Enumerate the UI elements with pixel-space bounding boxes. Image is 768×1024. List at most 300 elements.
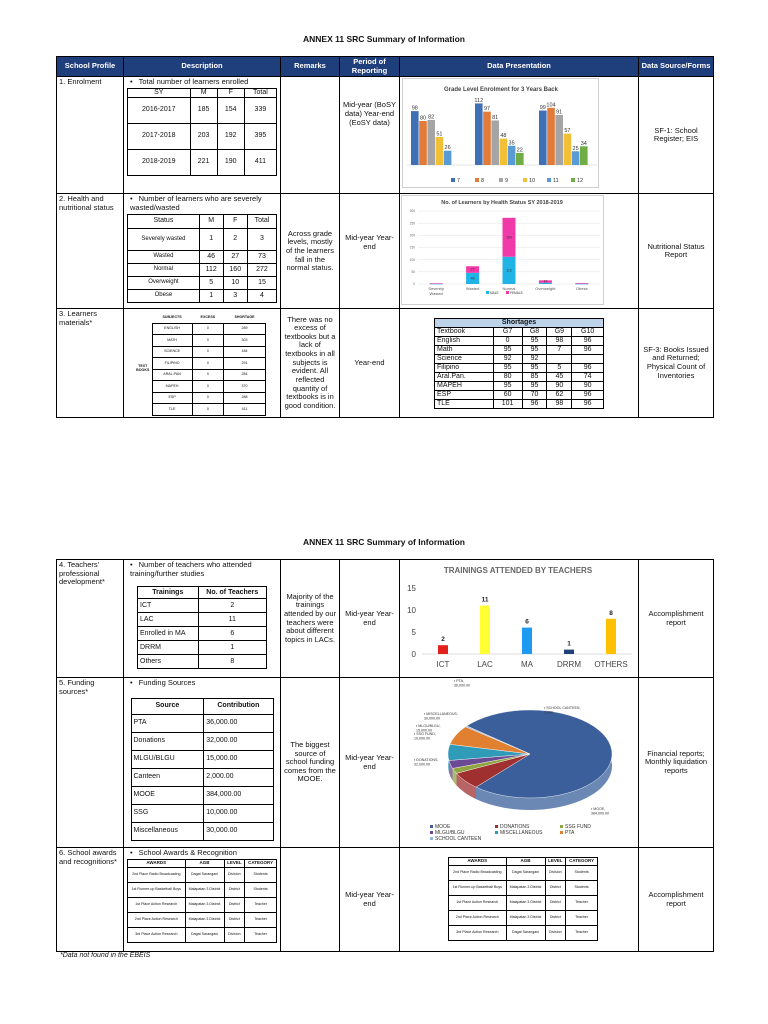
header-source: Data Source/Forms bbox=[639, 57, 714, 77]
table-row bbox=[128, 228, 277, 250]
header-school-profile: School Profile bbox=[57, 57, 124, 77]
cell: Teacher bbox=[245, 912, 277, 927]
table-row bbox=[128, 149, 277, 175]
funding-period: Mid-year Year-end bbox=[340, 678, 400, 848]
table-row bbox=[449, 866, 598, 881]
awards-col: AGB bbox=[506, 858, 545, 866]
enrolment-table bbox=[127, 88, 277, 176]
cell: 73 bbox=[247, 250, 276, 263]
tick-label: 50 bbox=[411, 270, 415, 275]
legend-label: 10 bbox=[529, 178, 536, 185]
table-row bbox=[435, 390, 604, 399]
cell: 101 bbox=[493, 399, 522, 408]
materials-col: SUBJECTS bbox=[162, 314, 182, 319]
pie-label-value: 36,000.00 bbox=[454, 683, 470, 688]
cell: 7 bbox=[547, 345, 572, 354]
bar bbox=[547, 108, 555, 165]
cell: 2018-2019 bbox=[128, 149, 191, 175]
cell: MLGU/BLGU bbox=[131, 750, 204, 768]
pie-label-value: 384,000.00 bbox=[591, 811, 609, 816]
shortages-col: G7 bbox=[493, 327, 522, 336]
table-row bbox=[134, 358, 266, 370]
pie-label: ▪ DONATIONS, bbox=[414, 758, 439, 762]
table-row bbox=[128, 912, 277, 927]
cell: 95 bbox=[522, 363, 547, 372]
legend-swatch bbox=[495, 831, 498, 834]
cell: Enrolled in MA bbox=[138, 627, 199, 641]
health-col: Total bbox=[247, 214, 276, 228]
data-label: 112 bbox=[474, 98, 484, 105]
category-label: OTHERS bbox=[594, 660, 628, 669]
legend-label: DONATIONS bbox=[500, 824, 530, 830]
cell: Science bbox=[435, 354, 494, 363]
shortages-col: G9 bbox=[547, 327, 572, 336]
awards-col: CATEGORY bbox=[245, 859, 277, 867]
funding-chart bbox=[400, 678, 637, 846]
materials-remarks: There was no excess of textbooks but a lack of textbooks in all subjects is evident. All reflected quantity of textbooks is in good condition. bbox=[281, 309, 340, 418]
table-row bbox=[131, 732, 273, 750]
health-period: Mid-year Year-end bbox=[340, 194, 400, 309]
materials-side-label: TEXT BOOKS bbox=[136, 364, 150, 373]
cell: 10,000.00 bbox=[204, 804, 273, 822]
cell: District bbox=[224, 882, 245, 897]
table-row bbox=[134, 335, 266, 347]
cell: 154 bbox=[217, 97, 244, 123]
legend-label: SSG FUND bbox=[565, 824, 591, 830]
pie-label-value: 15,000.00 bbox=[416, 728, 432, 733]
cell: 0 bbox=[192, 404, 223, 416]
data-label: 34 bbox=[580, 141, 587, 148]
table-row bbox=[138, 655, 267, 669]
cell: 45 bbox=[547, 372, 572, 381]
cell: 1 bbox=[198, 641, 266, 655]
teachers-source: Accomplishment report bbox=[639, 560, 714, 678]
legend-swatch bbox=[571, 178, 575, 182]
legend-label: 12 bbox=[577, 178, 584, 185]
category-label: DRRM bbox=[557, 660, 581, 669]
data-label: 6 bbox=[525, 618, 529, 626]
table-row bbox=[134, 323, 266, 335]
cell: 272 bbox=[247, 263, 276, 276]
cell: 62 bbox=[547, 390, 572, 399]
funding-col: Source bbox=[131, 698, 204, 714]
cell: Division bbox=[545, 866, 566, 881]
cell: 284 bbox=[224, 369, 266, 381]
table-row bbox=[134, 404, 266, 416]
data-label: 8 bbox=[609, 609, 613, 617]
cell: 30,000.00 bbox=[204, 822, 273, 840]
data-label: 97 bbox=[483, 106, 491, 113]
cell: TLE bbox=[435, 399, 494, 408]
cell: District bbox=[224, 897, 245, 912]
category-label: LAC bbox=[477, 660, 493, 669]
materials-col: EXCESS bbox=[200, 314, 216, 319]
data-label: 91 bbox=[556, 109, 563, 116]
awards-bullet: • School Awards & Recognition bbox=[126, 849, 278, 858]
footnote: *Data not found in the EBEIS bbox=[60, 952, 151, 959]
table-row bbox=[449, 881, 598, 896]
cell: 95 bbox=[493, 345, 522, 354]
cell: ESP bbox=[152, 392, 192, 404]
awards-col: CATEGORY bbox=[566, 858, 598, 866]
cell: Teacher bbox=[566, 911, 598, 926]
table-row bbox=[128, 289, 277, 302]
cell: 85 bbox=[522, 372, 547, 381]
table-row bbox=[128, 867, 277, 882]
cell: 184 bbox=[224, 346, 266, 358]
cell: 5 bbox=[199, 276, 223, 289]
cell: 411 bbox=[224, 404, 266, 416]
category-label: Wasted bbox=[465, 286, 480, 292]
bar bbox=[564, 650, 574, 654]
enrolment-col: F bbox=[217, 88, 244, 97]
bar bbox=[491, 121, 499, 166]
table-row bbox=[435, 381, 604, 390]
funding-bullet: • Funding Sources bbox=[126, 679, 278, 688]
funding-col: Contribution bbox=[204, 698, 273, 714]
bar bbox=[438, 645, 448, 654]
materials-profile: 3. Learners materials* bbox=[57, 309, 124, 418]
pie-label-value: 30,000.00 bbox=[424, 716, 440, 721]
pie-label: ▪ PTA, bbox=[454, 679, 464, 683]
bar bbox=[475, 104, 483, 166]
cell: Canteen bbox=[131, 768, 204, 786]
funding-description bbox=[124, 678, 281, 848]
legend-label: 8 bbox=[481, 178, 485, 185]
shortages-col: Textbook bbox=[435, 327, 494, 336]
cell: 192 bbox=[217, 123, 244, 149]
table-row bbox=[128, 263, 277, 276]
cell: 339 bbox=[244, 97, 276, 123]
cell: 288 bbox=[224, 392, 266, 404]
chart-title: No. of Learners by Health Status SY 2018-2019 bbox=[441, 200, 563, 207]
table-row bbox=[128, 123, 277, 149]
funding-source: Financial reports; Monthly liquidation reports bbox=[639, 678, 714, 848]
cell: English bbox=[435, 336, 494, 345]
table-row bbox=[449, 911, 598, 926]
table-row bbox=[128, 97, 277, 123]
cell: Aral.Pan. bbox=[435, 372, 494, 381]
cell: 203 bbox=[190, 123, 217, 149]
bar bbox=[483, 112, 491, 165]
enrolment-remarks bbox=[281, 77, 340, 194]
data-label: 98 bbox=[411, 105, 418, 112]
awards-table-copy bbox=[448, 857, 598, 941]
legend-label: 11 bbox=[553, 178, 559, 185]
health-profile: 2. Health and nutritional status bbox=[57, 194, 124, 309]
category-label: ICT bbox=[436, 660, 450, 669]
cell: Students bbox=[245, 867, 277, 882]
bar bbox=[564, 134, 572, 165]
table-row bbox=[435, 345, 604, 354]
teachers-period: Mid-year Year-end bbox=[340, 560, 400, 678]
cell: Obese bbox=[128, 289, 200, 302]
cell: Teacher bbox=[566, 926, 598, 941]
table-row bbox=[134, 346, 266, 358]
table-row bbox=[131, 768, 273, 786]
health-presentation bbox=[400, 194, 639, 309]
table-row bbox=[435, 336, 604, 345]
cell: Malapatan 3 District bbox=[506, 881, 545, 896]
cell: 32,000.00 bbox=[204, 732, 273, 750]
cell: 0 bbox=[493, 336, 522, 345]
bar bbox=[419, 121, 427, 165]
enrolment-profile: 1. Enrolment bbox=[57, 77, 124, 194]
cell: MATH bbox=[152, 335, 192, 347]
legend-swatch bbox=[451, 178, 455, 182]
cell: 160 bbox=[223, 263, 247, 276]
cell: Malapatan 3 District bbox=[506, 896, 545, 911]
category-label: Overweight bbox=[535, 286, 556, 292]
awards-col: AGB bbox=[185, 859, 224, 867]
cell: Malapatan 3 District bbox=[185, 882, 224, 897]
cell: Students bbox=[566, 866, 598, 881]
cell: 92 bbox=[493, 354, 522, 363]
cell: Others bbox=[138, 655, 199, 669]
cell: 3 bbox=[223, 289, 247, 302]
cell: MAPEH bbox=[152, 381, 192, 393]
cell: 96 bbox=[572, 345, 604, 354]
materials-source: SF-3: Books Issued and Returned; Physical Count of Inventories bbox=[639, 309, 714, 418]
cell: Division bbox=[224, 927, 245, 942]
cell: 70 bbox=[522, 390, 547, 399]
cell: Filipino bbox=[435, 363, 494, 372]
table-row bbox=[138, 599, 267, 613]
teachers-col: No. of Teachers bbox=[198, 587, 266, 599]
cell: 96 bbox=[572, 390, 604, 399]
cell: 3rd Place Action Research bbox=[128, 927, 186, 942]
table-row bbox=[435, 399, 604, 408]
cell: 0 bbox=[192, 381, 223, 393]
pie-label: ▪ MISCELLANEOUS, bbox=[424, 712, 458, 716]
category-label: Normal bbox=[502, 286, 516, 292]
enrolment-chart bbox=[402, 78, 599, 188]
table-row bbox=[128, 250, 277, 263]
legend-swatch bbox=[523, 178, 527, 182]
cell: Malapatan 3 District bbox=[506, 911, 545, 926]
summary-table-1 bbox=[56, 56, 714, 418]
cell: DRRM bbox=[138, 641, 199, 655]
cell: 411 bbox=[244, 149, 276, 175]
health-col: Status bbox=[128, 214, 200, 228]
funding-profile: 5. Funding sources* bbox=[57, 678, 124, 848]
page-title-2: ANNEX 11 SRC Summary of Information bbox=[302, 537, 465, 547]
pie-label: ▪ SCHOOL CANTEEN, bbox=[544, 706, 581, 710]
cell: 2nd Place Action Research bbox=[128, 912, 186, 927]
awards-col: AWARDS bbox=[128, 859, 186, 867]
cell: 5 bbox=[547, 363, 572, 372]
tick-label: 5 bbox=[411, 628, 416, 637]
enrolment-presentation bbox=[400, 77, 639, 194]
data-label: 35 bbox=[508, 140, 515, 147]
health-remarks: Across grade levels, mostly of the learners fall in the normal status. bbox=[281, 194, 340, 309]
legend-swatch bbox=[430, 831, 433, 834]
tick-label: 300 bbox=[409, 209, 415, 214]
table-row bbox=[131, 750, 273, 768]
cell: MAPEH bbox=[435, 381, 494, 390]
pie-label: ▪ MOOE, bbox=[591, 807, 606, 811]
cell: 10 bbox=[223, 276, 247, 289]
cell: 1st Place Action Research bbox=[128, 897, 186, 912]
table-row bbox=[128, 897, 277, 912]
enrolment-bullet: • Total number of learners enrolled bbox=[126, 78, 278, 87]
enrolment-col: SY bbox=[128, 88, 191, 97]
header-description: Description bbox=[124, 57, 281, 77]
bar bbox=[411, 111, 419, 165]
bar bbox=[444, 151, 452, 165]
cell bbox=[547, 354, 572, 363]
cell: 384,000.00 bbox=[204, 786, 273, 804]
cell: Students bbox=[245, 882, 277, 897]
awards-period: Mid-year Year-end bbox=[340, 848, 400, 952]
cell: 96 bbox=[572, 399, 604, 408]
cell bbox=[572, 354, 604, 363]
legend-label: SCHOOL CANTEEN bbox=[435, 836, 482, 842]
cell: ENGLISH bbox=[152, 323, 192, 335]
tick-label: 100 bbox=[409, 258, 415, 263]
bar bbox=[555, 115, 563, 165]
cell: TLE bbox=[152, 404, 192, 416]
legend-swatch bbox=[560, 831, 563, 834]
cell: LAC bbox=[138, 613, 199, 627]
cell: 8 bbox=[198, 655, 266, 669]
bar bbox=[522, 628, 532, 654]
cell: 0 bbox=[192, 335, 223, 347]
legend-swatch bbox=[506, 291, 509, 294]
teachers-presentation bbox=[400, 560, 639, 678]
bar bbox=[580, 147, 588, 166]
table-row bbox=[449, 926, 598, 941]
legend-swatch bbox=[475, 178, 479, 182]
cell: 3 bbox=[247, 228, 276, 250]
cell: 15 bbox=[247, 276, 276, 289]
table-row bbox=[138, 641, 267, 655]
cell: District bbox=[545, 911, 566, 926]
data-label: 160 bbox=[506, 235, 512, 240]
data-label: 46 bbox=[470, 276, 475, 281]
table-row bbox=[131, 786, 273, 804]
tick-label: 150 bbox=[409, 245, 415, 250]
shortages-title: Shortages bbox=[435, 318, 604, 327]
pie-label: ▪ SSG FUND, bbox=[414, 732, 436, 736]
cell: 2016-2017 bbox=[128, 97, 191, 123]
bar bbox=[516, 153, 524, 165]
health-bullet: • Number of learners who are severely wasted/wasted bbox=[126, 195, 278, 212]
table-row bbox=[134, 381, 266, 393]
bar bbox=[575, 283, 588, 284]
cell: 46 bbox=[199, 250, 223, 263]
legend-swatch bbox=[495, 825, 498, 828]
cell: 95 bbox=[493, 381, 522, 390]
enrolment-source: SF-1: School Register; EIS bbox=[639, 77, 714, 194]
enrolment-description bbox=[124, 77, 281, 194]
cell: District bbox=[545, 896, 566, 911]
cell: 27 bbox=[223, 250, 247, 263]
bar bbox=[575, 284, 588, 285]
funding-presentation bbox=[400, 678, 639, 848]
trainings-chart bbox=[400, 560, 637, 674]
cell: 36,000.00 bbox=[204, 714, 273, 732]
chart-title: TRAININGS ATTENDED BY TEACHERS bbox=[443, 566, 593, 575]
cell: District bbox=[224, 912, 245, 927]
tick-label: 10 bbox=[407, 606, 416, 615]
legend-swatch bbox=[499, 178, 503, 182]
data-label: 22 bbox=[516, 147, 523, 154]
awards-table bbox=[127, 859, 277, 943]
data-label: 11 bbox=[481, 596, 489, 604]
cell: 3rd Place Action Research bbox=[449, 926, 507, 941]
legend-label: MLGU/BLGU bbox=[435, 830, 465, 836]
table-row bbox=[131, 804, 273, 822]
cell: Teacher bbox=[245, 927, 277, 942]
funding-remarks: The biggest source of school funding comes from the MOOE. bbox=[281, 678, 340, 848]
cell: 11 bbox=[198, 613, 266, 627]
cell: 1st Place Action Research bbox=[449, 896, 507, 911]
category-label: MA bbox=[521, 660, 533, 669]
table-row bbox=[128, 276, 277, 289]
cell: Severely wasted bbox=[128, 228, 200, 250]
cell: Division bbox=[224, 867, 245, 882]
cell: 370 bbox=[224, 381, 266, 393]
awards-source: Accomplishment report bbox=[639, 848, 714, 952]
materials-table bbox=[134, 312, 266, 416]
cell: 112 bbox=[199, 263, 223, 276]
table-row bbox=[449, 896, 598, 911]
table-row bbox=[138, 613, 267, 627]
cell: 98 bbox=[547, 399, 572, 408]
awards-col: LEVEL bbox=[224, 859, 245, 867]
cell: 90 bbox=[572, 381, 604, 390]
cell: 92 bbox=[522, 354, 547, 363]
cell: 96 bbox=[572, 336, 604, 345]
health-col: M bbox=[199, 214, 223, 228]
tick-label: 250 bbox=[409, 221, 415, 226]
cell: ICT bbox=[138, 599, 199, 613]
page-title: ANNEX 11 SRC Summary of Information bbox=[302, 34, 465, 44]
health-col: F bbox=[223, 214, 247, 228]
tick-label: 200 bbox=[409, 233, 415, 238]
cell: FILIPINO bbox=[152, 358, 192, 370]
table-row bbox=[138, 627, 267, 641]
enrolment-col: M bbox=[190, 88, 217, 97]
data-label: 1 bbox=[567, 640, 571, 648]
awards-presentation bbox=[400, 848, 639, 952]
table-row bbox=[435, 372, 604, 381]
materials-col: SHORTAGE bbox=[234, 314, 255, 319]
cell: 185 bbox=[190, 97, 217, 123]
teachers-profile: 4. Teachers' professional development* bbox=[57, 560, 124, 678]
legend-swatch bbox=[486, 291, 489, 294]
cell: 0 bbox=[192, 392, 223, 404]
teachers-col: Trainings bbox=[138, 587, 199, 599]
category-label: Severely bbox=[428, 286, 444, 292]
cell: ESP bbox=[435, 390, 494, 399]
cell: 15,000.00 bbox=[204, 750, 273, 768]
cell: 2,000.00 bbox=[204, 768, 273, 786]
table-row bbox=[134, 369, 266, 381]
cell: Dagat Sarangani bbox=[185, 927, 224, 942]
shortages-col: G10 bbox=[572, 327, 604, 336]
cell: 95 bbox=[522, 345, 547, 354]
table-row bbox=[128, 927, 277, 942]
bar bbox=[572, 152, 580, 166]
awards-col: AWARDS bbox=[449, 858, 507, 866]
table-row bbox=[128, 882, 277, 897]
teachers-table bbox=[137, 586, 267, 669]
cell: 60 bbox=[493, 390, 522, 399]
materials-description bbox=[124, 309, 281, 418]
header-period: Period of Reporting bbox=[340, 57, 400, 77]
